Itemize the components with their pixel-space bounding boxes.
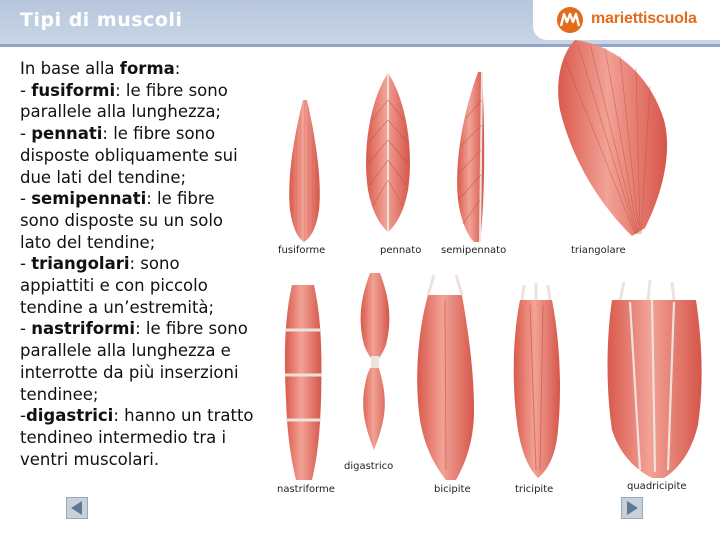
label-semipennato: semipennato bbox=[441, 245, 507, 256]
text-line: sono disposte su un solo bbox=[20, 210, 224, 230]
text-line: tendineo intermedio tra i bbox=[20, 427, 227, 447]
logo-text: mariettiscuola bbox=[591, 10, 697, 27]
triceps-muscle-image bbox=[514, 283, 560, 478]
text-line: appiattiti e con piccolo bbox=[20, 276, 208, 296]
label-nastriforme: nastriforme bbox=[277, 484, 335, 495]
label-fusiforme: fusiforme bbox=[278, 245, 326, 256]
text-line: tendine a un’estremità; bbox=[20, 297, 215, 317]
text-line: due lati del tendine; bbox=[20, 167, 187, 187]
page-title: Tipi di muscoli bbox=[20, 9, 183, 31]
label-digastrico: digastrico bbox=[344, 461, 394, 472]
label-bicipite: bicipite bbox=[434, 484, 471, 495]
text-line: parallele alla lunghezza; bbox=[20, 102, 221, 122]
text-line: - nastriformi: le fibre sono bbox=[20, 319, 248, 339]
label-pennato: pennato bbox=[380, 245, 422, 256]
text-line: -digastrici: hanno un tratto bbox=[20, 406, 254, 426]
text-line: - pennati: le fibre sono bbox=[20, 124, 216, 144]
previous-slide-button[interactable] bbox=[66, 497, 88, 519]
quadriceps-muscle-image bbox=[608, 280, 702, 478]
text-line: In base alla forma: bbox=[20, 59, 181, 78]
text-line: tendinee; bbox=[20, 384, 99, 404]
label-triangolare: triangolare bbox=[571, 245, 626, 256]
text-line: ventri muscolari. bbox=[20, 449, 160, 469]
triangle-right-icon bbox=[622, 498, 642, 518]
triangular-muscle-image bbox=[558, 40, 667, 236]
text-line: - fusiformi: le fibre sono bbox=[20, 80, 228, 100]
triangle-left-icon bbox=[67, 498, 87, 518]
text-line: - triangolari: sono bbox=[20, 254, 180, 274]
digastric-muscle-image bbox=[361, 273, 390, 450]
text-line: interrotte da più inserzioni bbox=[20, 362, 239, 382]
semipennate-muscle-image bbox=[457, 72, 484, 242]
pennate-muscle-image bbox=[366, 73, 410, 232]
fusiform-muscle-image bbox=[289, 100, 320, 242]
text-line: - semipennati: le fibre bbox=[20, 189, 215, 209]
label-tricipite: tricipite bbox=[515, 484, 554, 495]
strap-muscle-image bbox=[285, 285, 322, 480]
biceps-muscle-image bbox=[417, 275, 474, 480]
label-quadricipite: quadricipite bbox=[627, 481, 687, 492]
text-line: parallele alla lunghezza e bbox=[20, 341, 231, 361]
text-line: lato del tendine; bbox=[20, 232, 156, 252]
next-slide-button[interactable] bbox=[621, 497, 643, 519]
text-line: disposte obliquamente sui bbox=[20, 145, 238, 165]
